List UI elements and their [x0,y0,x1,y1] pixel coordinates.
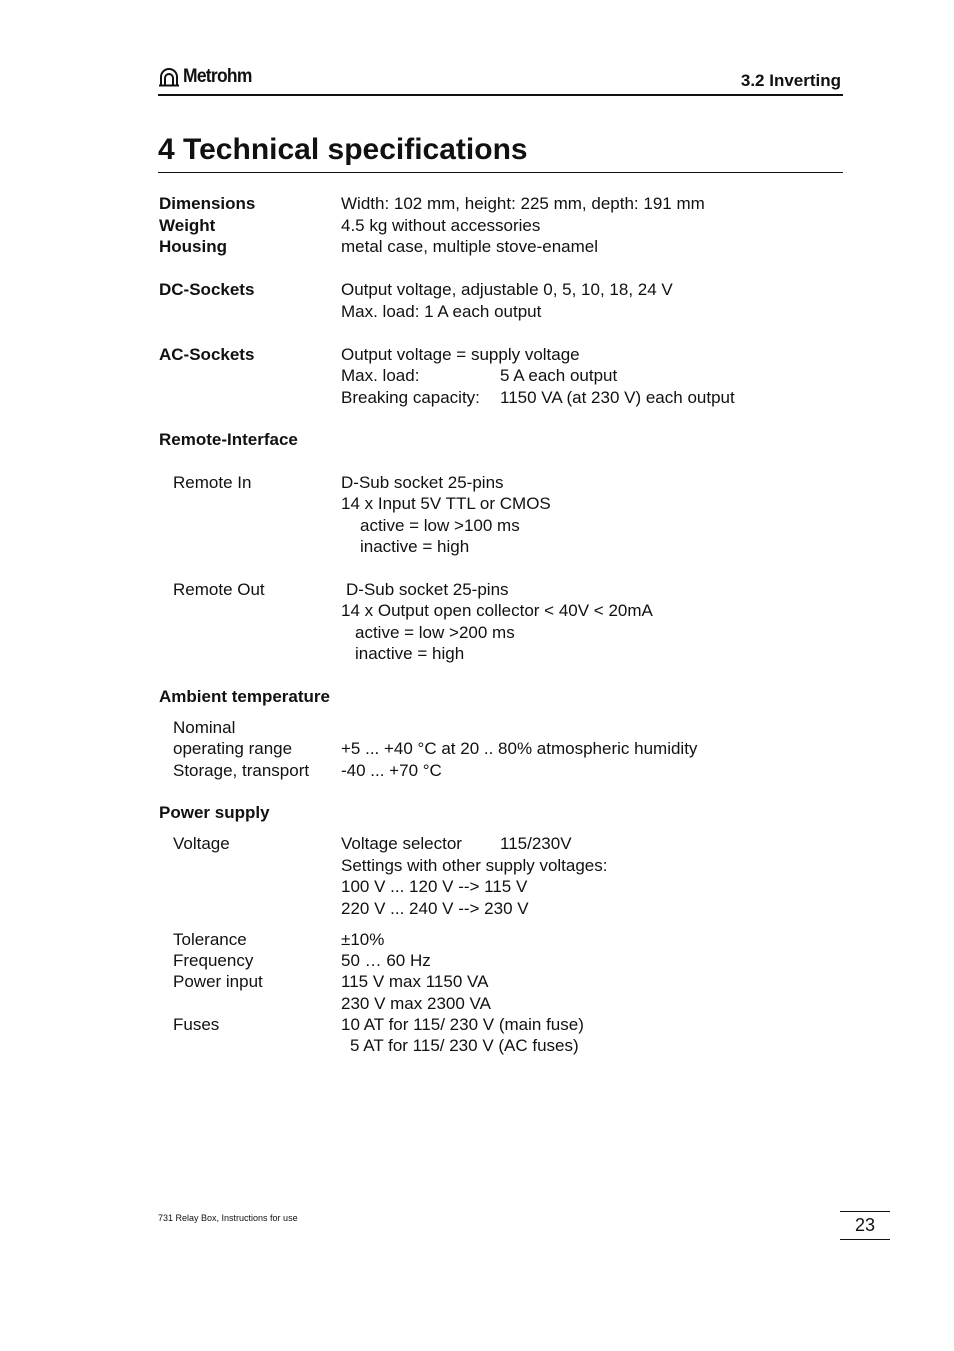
housing-label: Housing [159,237,227,256]
brand-logo [158,66,258,88]
ambient-temperature-heading: Ambient temperature [159,687,330,706]
remote-out-label: Remote Out [173,580,265,599]
remote-out-line: 14 x Output open collector < 40V < 20mA [341,601,653,620]
power-input-label: Power input [173,972,263,991]
dimensions-label: Dimensions [159,194,256,213]
voltage-line: 220 V ... 240 V --> 230 V [341,899,529,918]
voltage-selector-value: 115/230V [500,834,572,853]
storage-label: Storage, transport [173,761,310,780]
operating-range-value: +5 ... +40 °C at 20 .. 80% atmospheric humidity [341,739,698,758]
operating-range-label: operating range [173,739,293,758]
remote-in-label: Remote In [173,473,252,492]
remote-interface-heading: Remote-Interface [159,430,298,449]
storage-value: -40 ... +70 °C [341,761,442,780]
power-supply-heading: Power supply [159,803,270,822]
ac-breaking-value: 1150 VA (at 230 V) each output [500,388,735,407]
remote-out-line: D-Sub socket 25-pins [346,580,509,599]
page-title: 4 Technical specifications [158,130,843,173]
tolerance-value: ±10% [341,930,385,949]
power-input-line: 115 V max 1150 VA [341,972,489,991]
footer-document-title: 731 Relay Box, Instructions for use [158,1213,298,1223]
dimensions-value: Width: 102 mm, height: 225 mm, depth: 191 mm [341,194,705,213]
nominal-label: Nominal [173,718,236,737]
dc-sockets-line1: Output voltage, adjustable 0, 5, 10, 18, 24 V [341,280,673,299]
remote-in-line: active = low >100 ms [360,516,520,535]
remote-in-line: D-Sub socket 25-pins [341,473,504,492]
fuses-line: 5 AT for 115/ 230 V (AC fuses) [350,1036,579,1055]
weight-label: Weight [159,216,216,235]
fuses-label: Fuses [173,1015,220,1034]
housing-value: metal case, multiple stove-enamel [341,237,599,256]
ac-maxload-label: Max. load: [341,366,420,385]
dc-sockets-line2: Max. load: 1 A each output [341,302,542,321]
page-number: 23 [840,1211,890,1240]
ac-breaking-label: Breaking capacity: [341,388,480,407]
metrohm-logo-icon [158,66,180,88]
page-header [158,62,843,96]
ac-maxload-value: 5 A each output [500,366,618,385]
remote-out-line: active = low >200 ms [355,623,515,642]
power-input-line: 230 V max 2300 VA [341,994,491,1013]
frequency-value: 50 … 60 Hz [341,951,431,970]
remote-in-line: 14 x Input 5V TTL or CMOS [341,494,551,513]
voltage-label: Voltage [173,834,230,853]
fuses-line: 10 AT for 115/ 230 V (main fuse) [341,1015,584,1034]
brand-name: Metrohm [183,66,252,87]
tolerance-label: Tolerance [173,930,247,949]
remote-out-line: inactive = high [355,644,465,663]
frequency-label: Frequency [173,951,254,970]
voltage-selector-label: Voltage selector [341,834,462,853]
remote-in-line: inactive = high [360,537,470,556]
section-label: 3.2 Inverting [740,71,841,90]
dc-sockets-label: DC-Sockets [159,280,255,299]
weight-value: 4.5 kg without accessories [341,216,541,235]
voltage-line: 100 V ... 120 V --> 115 V [341,877,528,896]
ac-sockets-label: AC-Sockets [159,345,255,364]
voltage-line: Settings with other supply voltages: [341,856,608,875]
ac-sockets-line1: Output voltage = supply voltage [341,345,580,364]
